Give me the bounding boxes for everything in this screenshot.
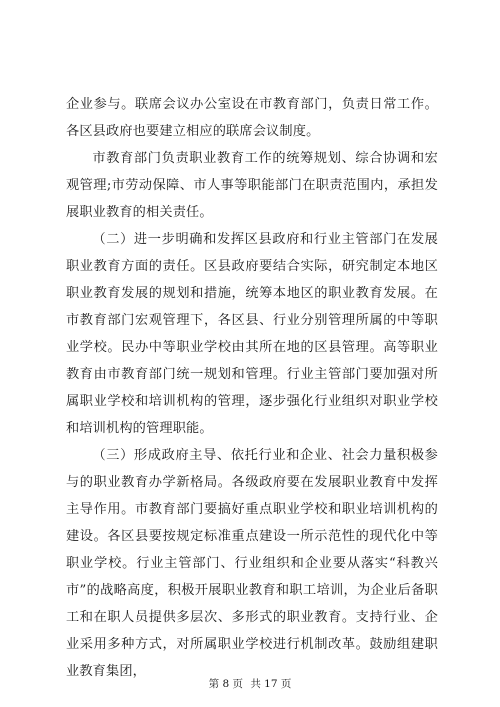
document-body: [66, 91, 438, 685]
total-pages: 共 17 页: [250, 678, 292, 690]
paragraph-section-two: （二）进一步明确和发挥区县政府和行业主管部门在发展职业教育方面的责任。区县政府要结合实际，研究制定本地区职业教育发展的规划和措施，统筹本地区的职业教育发展。在市教育部门宏观管理下，各区县、行业分别管理所属的中等职业学校。民办中等职业学校由其所在地的区县管理。高等职业教育由市教育部门统一规划和管理。行业主管部门要加强对所属职业学校和培训机构的管理，逐步强化行业组织对职业学校和培训机构的管理职能。: [66, 232, 438, 436]
paragraph-section-three: （三）形成政府主导、依托行业和企业、社会力量积极参与的职业教育办学新格局。各级政府要在发展职业教育中发挥主导作用。市教育部门要搞好重点职业学校和职业培训机构的建设。各区县要按规定标准重点建设一所示范性的现代化中等职业学校。行业主管部门、行业组织和企业要从落实“科教兴市”的战略高度，积极开展职业教育和职工培训，为企业后备职工和在职人员提供多层次、多形式的职业教育。支持行业、企业采用多种方式，对所属职业学校进行机制改革。鼓励组建职业教育集团，: [66, 448, 438, 679]
page-number: 第 8 页: [208, 678, 243, 690]
paragraph-continuation: 企业参与。联席会议办公室设在市教育部门，负责日常工作。各区县政府也要建立相应的联席会议制度。: [66, 97, 438, 139]
page-footer: [0, 677, 500, 691]
paragraph-education-department-duties: 市教育部门负责职业教育工作的统筹规划、综合协调和宏观管理;市劳动保障、市人事等职能部门在职责范围内，承担发展职业教育的相关责任。: [66, 151, 438, 220]
